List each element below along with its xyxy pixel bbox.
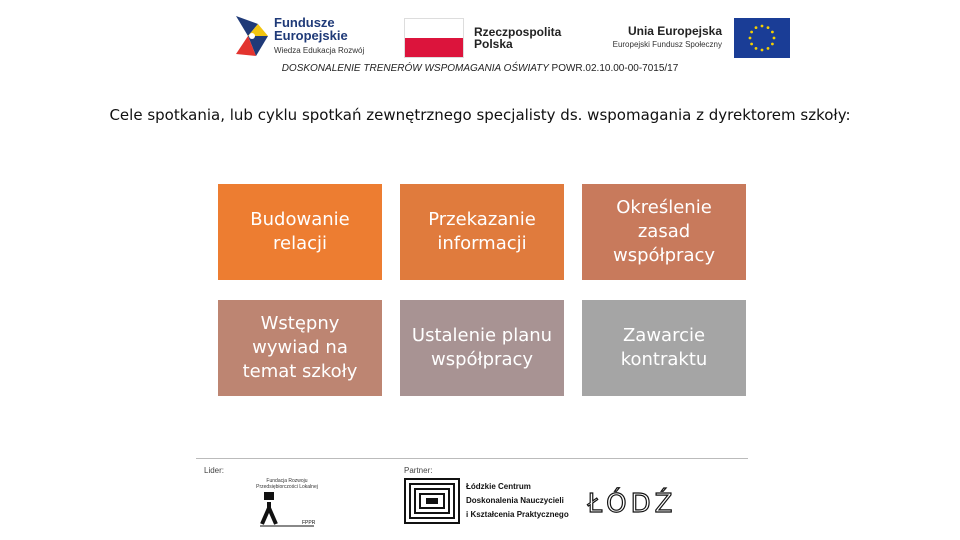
partner-label: Partner: bbox=[404, 466, 433, 475]
partner-line3: i Kształcenia Praktycznego bbox=[466, 510, 569, 519]
fe-logo-line2: Europejskie bbox=[274, 28, 348, 43]
rzeczpospolita-polska-logo bbox=[404, 18, 574, 58]
lodz-city-logo-icon bbox=[587, 486, 677, 519]
goal-box-ustalenie-planu: Ustalenie planu współpracy bbox=[400, 300, 564, 396]
lider-label: Lider: bbox=[204, 466, 225, 475]
lodz-logo-text: ŁÓDŹ bbox=[587, 489, 677, 519]
project-number: POWR.02.10.00-00-7015/17 bbox=[551, 63, 679, 74]
rp-logo-line1: Rzeczpospolita bbox=[474, 25, 562, 39]
lider-logo-text1: Fundacja Rozwoju bbox=[266, 478, 308, 484]
rp-logo-line2: Polska bbox=[474, 37, 513, 51]
goal-box-przekazanie-informacji: Przekazanie informacji bbox=[400, 184, 564, 280]
ue-logo-line2: Europejski Fundusz Społeczny bbox=[612, 40, 722, 49]
lider-logo-icon bbox=[256, 474, 318, 528]
partner-line2: Doskonalenia Nauczycieli bbox=[466, 496, 564, 505]
fe-star-logo-icon bbox=[234, 14, 270, 58]
project-title: DOSKONALENIE TRENERÓW WSPOMAGANIA OŚWIATY bbox=[281, 63, 549, 74]
unia-europejska-logo bbox=[600, 18, 790, 58]
ldcn-logo-icon bbox=[404, 478, 460, 524]
goal-box-wstepny-wywiad: Wstępny wywiad na temat szkoły bbox=[218, 300, 382, 396]
goal-box-budowanie-relacji: Budowanie relacji bbox=[218, 184, 382, 280]
eu-flag-icon bbox=[734, 18, 790, 58]
footer-divider bbox=[196, 458, 748, 459]
fundusze-europejskie-logo bbox=[234, 14, 374, 58]
slide-heading: Cele spotkania, lub cyklu spotkań zewnętrznego specjalisty ds. wspomagania z dyrektorem szkoły: bbox=[109, 106, 851, 124]
lider-logo-text3: FPPR bbox=[302, 520, 316, 526]
ue-logo-line1: Unia Europejska bbox=[627, 24, 722, 38]
fe-logo-line3: Wiedza Edukacja Rozwój bbox=[274, 46, 365, 55]
polish-flag-icon bbox=[404, 18, 464, 58]
partner-line1: Łódzkie Centrum bbox=[466, 482, 531, 491]
goal-box-okreslenie-zasad: Określenie zasad współpracy bbox=[582, 184, 746, 280]
project-title-line bbox=[0, 63, 960, 74]
partner-name bbox=[466, 480, 569, 522]
lider-logo-text2: Przedsiębiorczości Lokalnej bbox=[256, 484, 318, 490]
fe-logo-line1: Fundusze bbox=[274, 15, 335, 30]
goal-box-zawarcie-kontraktu: Zawarcie kontraktu bbox=[582, 300, 746, 396]
